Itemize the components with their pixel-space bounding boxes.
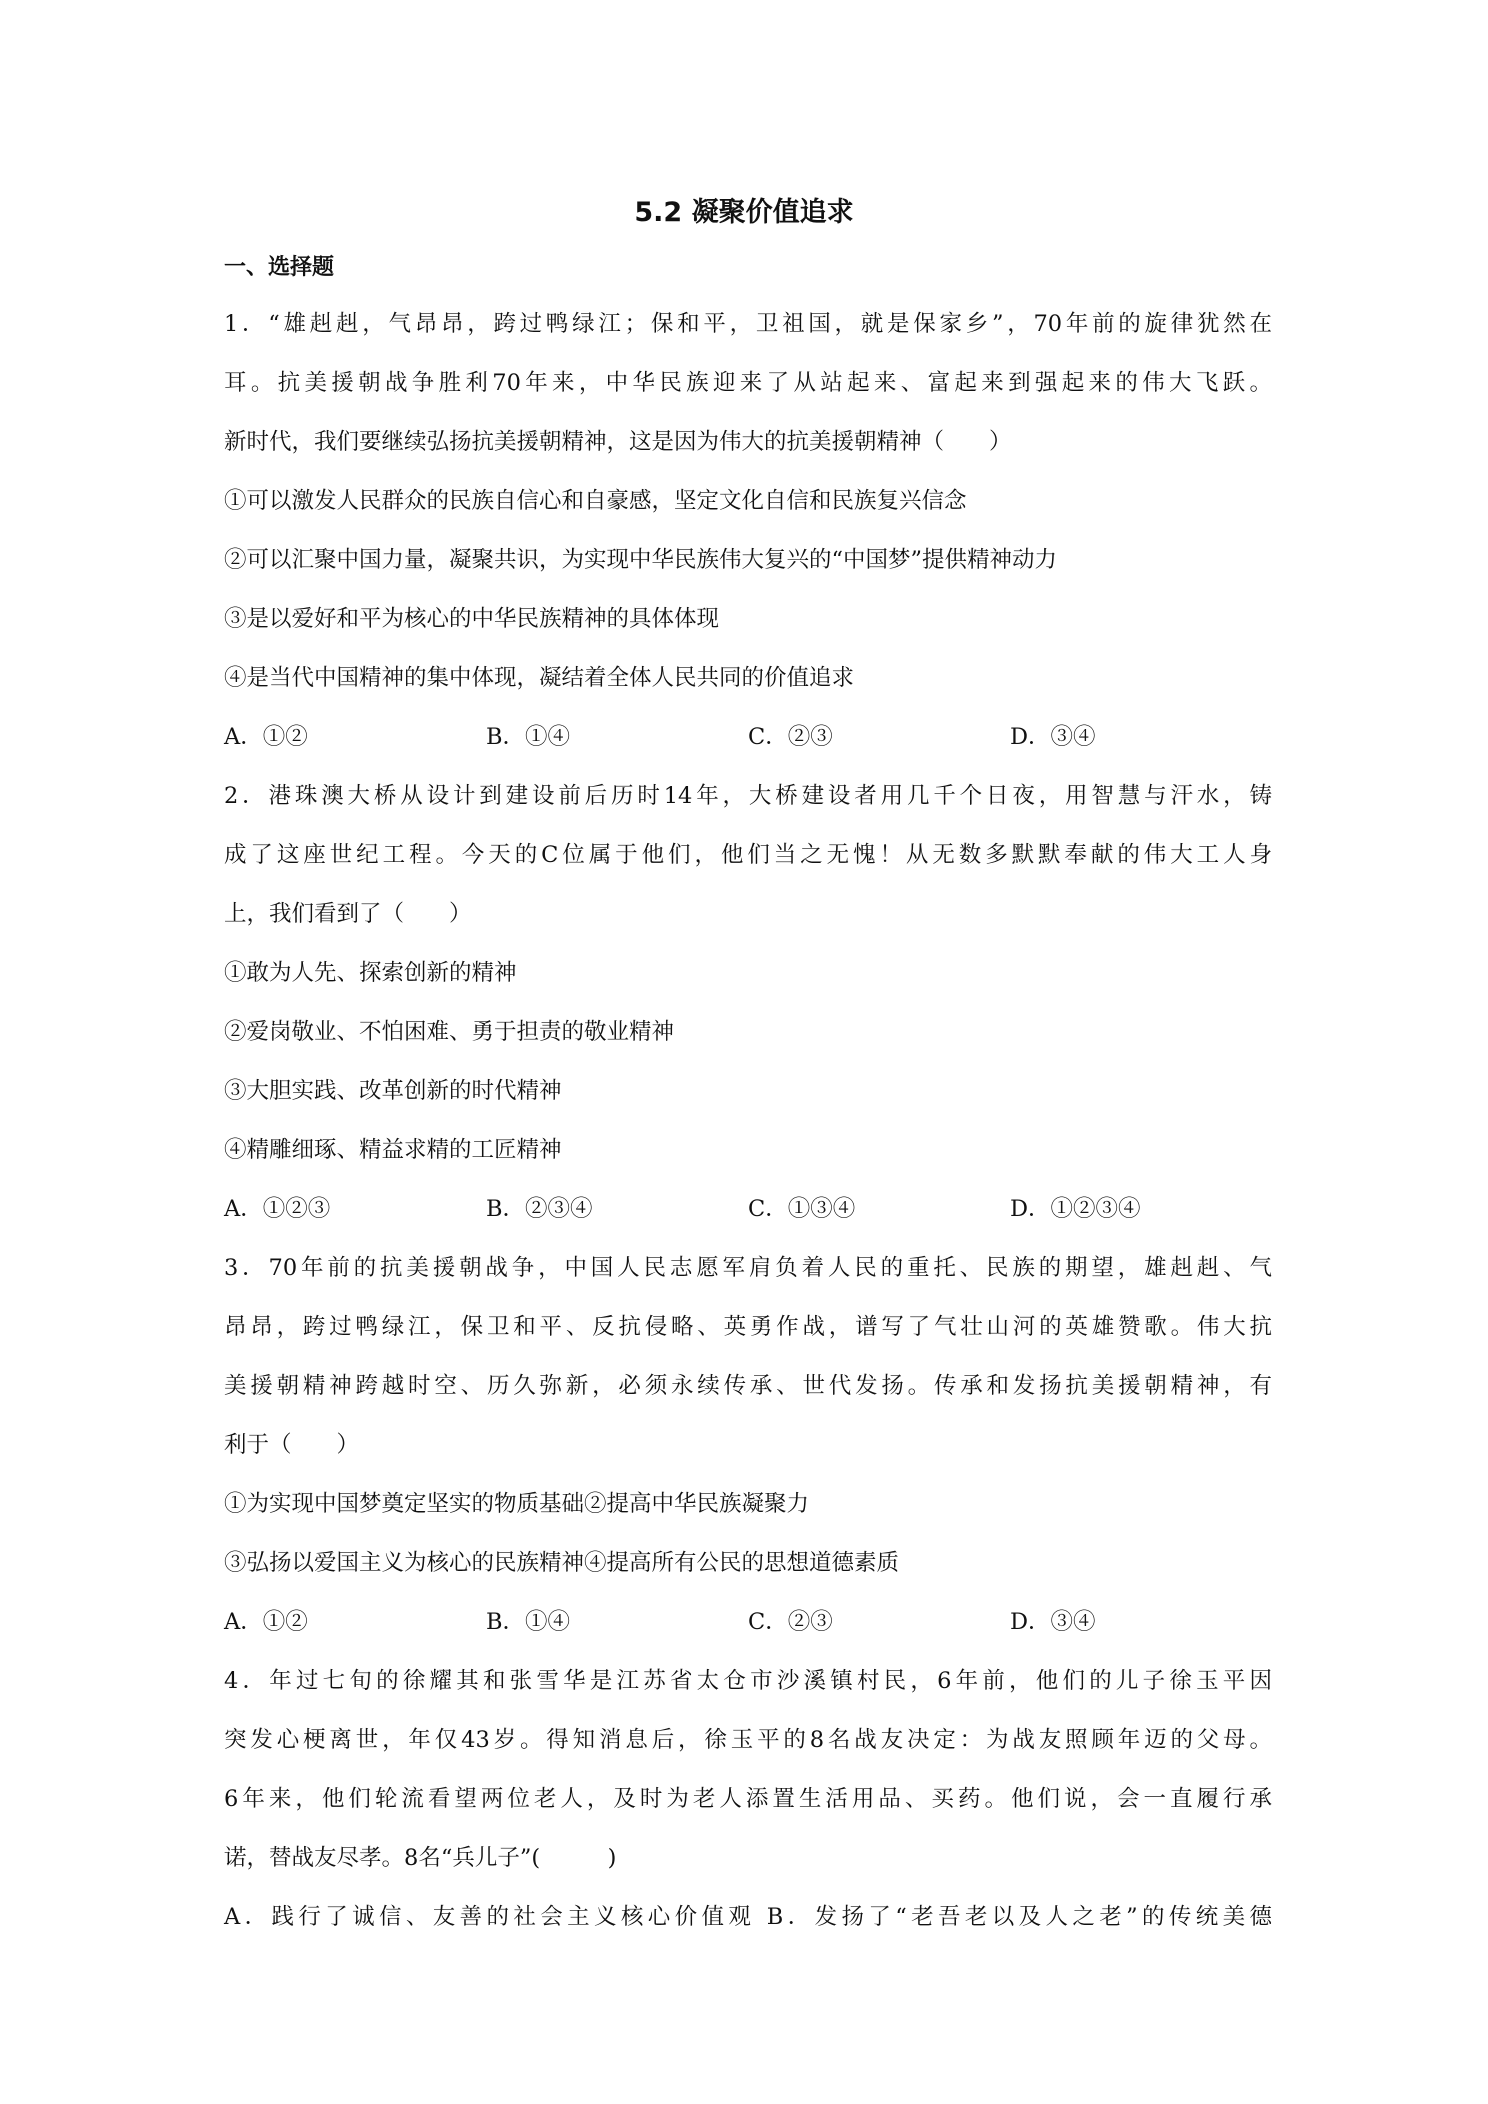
question-3-options [224, 1604, 1272, 1640]
question-2-item-2: ②爱岗敬业、不怕困难、勇于担责的敬业精神 [224, 1019, 675, 1045]
question-1-option-c[interactable]: C．②③ [748, 724, 833, 750]
question-2-options [224, 1191, 1272, 1227]
question-1-line-1: 1．“雄赳赳，气昂昂，跨过鸭绿江；保和平，卫祖国，就是保家乡”，70年前的旋律犹然在 [224, 311, 1272, 337]
question-1-item-1: ①可以激发人民群众的民族自信心和自豪感，坚定文化自信和民族复兴信念 [224, 488, 967, 514]
question-3-line-1: 3．70年前的抗美援朝战争，中国人民志愿军肩负着人民的重托、民族的期望，雄赳赳、气 [224, 1255, 1272, 1281]
question-4-line-3: 6年来，他们轮流看望两位老人，及时为老人添置生活用品、买药。他们说，会一直履行承 [224, 1786, 1272, 1812]
question-2-line-2: 成了这座世纪工程。今天的C位属于他们，他们当之无愧！从无数多默默奉献的伟大工人身 [224, 842, 1272, 868]
question-2-item-3: ③大胆实践、改革创新的时代精神 [224, 1078, 562, 1104]
page-title: 5.2 凝聚价值追求 [634, 197, 854, 228]
question-3-line-3: 美援朝精神跨越时空、历久弥新，必须永续传承、世代发扬。传承和发扬抗美援朝精神，有 [224, 1373, 1272, 1399]
question-2-item-1: ①敢为人先、探索创新的精神 [224, 960, 517, 986]
section-heading: 一、选择题 [224, 255, 335, 280]
question-4-line-4: 诺，替战友尽孝。8名“兵儿子”( ) [224, 1845, 617, 1871]
question-2-option-c[interactable]: C．①③④ [748, 1196, 856, 1222]
question-2-option-b[interactable]: B．②③④ [486, 1196, 593, 1222]
question-1-options [224, 719, 1272, 755]
question-3-line-4: 利于（ ） [224, 1432, 360, 1458]
question-3-line-2: 昂昂，跨过鸭绿江，保卫和平、反抗侵略、英勇作战，谱写了气壮山河的英雄赞歌。伟大抗 [224, 1314, 1272, 1340]
question-1-option-d[interactable]: D．③④ [1010, 724, 1096, 750]
question-1-line-3: 新时代，我们要继续弘扬抗美援朝精神，这是因为伟大的抗美援朝精神（ ） [224, 429, 1012, 455]
question-3-option-c[interactable]: C．②③ [748, 1609, 833, 1635]
question-2-option-d[interactable]: D．①②③④ [1010, 1196, 1141, 1222]
question-4-options-ab[interactable]: A．践行了诚信、友善的社会主义核心价值观 B．发扬了“老吾老以及人之老”的传统美德 [224, 1904, 1272, 1930]
question-2-option-a[interactable]: A．①②③ [224, 1196, 331, 1222]
question-1-item-2: ②可以汇聚中国力量，凝聚共识，为实现中华民族伟大复兴的“中国梦”提供精神动力 [224, 547, 1058, 573]
question-4-line-2: 突发心梗离世，年仅43岁。得知消息后，徐玉平的8名战友决定：为战友照顾年迈的父母。 [224, 1727, 1272, 1753]
question-1-item-3: ③是以爱好和平为核心的中华民族精神的具体体现 [224, 606, 720, 632]
question-3-option-d[interactable]: D．③④ [1010, 1609, 1096, 1635]
question-4-line-1: 4．年过七旬的徐耀其和张雪华是江苏省太仓市沙溪镇村民，6年前，他们的儿子徐玉平因 [224, 1668, 1272, 1694]
question-2-line-1: 2．港珠澳大桥从设计到建设前后历时14年，大桥建设者用几千个日夜，用智慧与汗水，铸 [224, 783, 1272, 809]
question-3-option-b[interactable]: B．①④ [486, 1609, 571, 1635]
question-3-item-1: ①为实现中国梦奠定坚实的物质基础②提高中华民族凝聚力 [224, 1491, 810, 1517]
question-2-item-4: ④精雕细琢、精益求精的工匠精神 [224, 1137, 562, 1163]
question-1-option-b[interactable]: B．①④ [486, 724, 571, 750]
question-1-option-a[interactable]: A．①② [224, 724, 308, 750]
question-1-line-2: 耳。抗美援朝战争胜利70年来，中华民族迎来了从站起来、富起来到强起来的伟大飞跃。 [224, 370, 1272, 396]
question-1-item-4: ④是当代中国精神的集中体现，凝结着全体人民共同的价值追求 [224, 665, 855, 691]
question-2-line-3: 上，我们看到了（ ） [224, 901, 472, 927]
question-3-item-2: ③弘扬以爱国主义为核心的民族精神④提高所有公民的思想道德素质 [224, 1550, 900, 1576]
question-3-option-a[interactable]: A．①② [224, 1609, 308, 1635]
